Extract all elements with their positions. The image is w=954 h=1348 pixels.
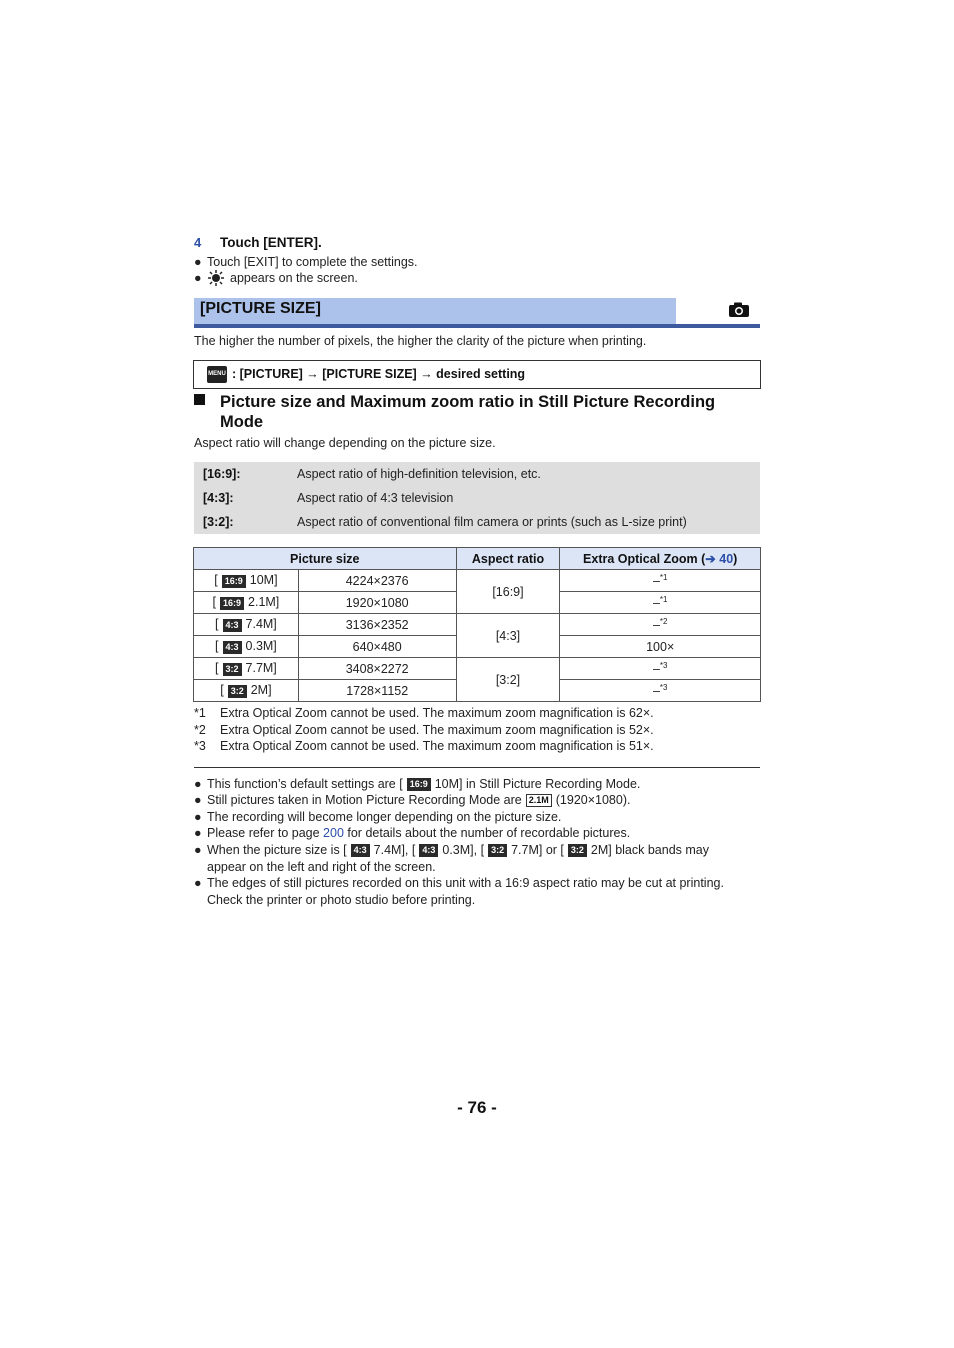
aspect-desc: Aspect ratio of high-definition television, etc. <box>297 467 541 481</box>
header-picture-size: Picture size <box>194 548 457 570</box>
notes-divider <box>194 767 760 768</box>
zoom-value: – <box>652 684 660 699</box>
list-item: ● appears on the screen. <box>194 270 594 288</box>
note-text: appear on the left and right of the screen. <box>207 860 436 874</box>
footnote-key: *3 <box>194 739 206 753</box>
footnote-ref: *1 <box>659 572 668 582</box>
footnote-key: *2 <box>194 723 206 737</box>
aspect-badge: 3:2 <box>568 844 587 857</box>
note-text <box>207 825 630 841</box>
note-part: 10M] in Still Picture Recording Mode. <box>434 777 641 791</box>
footnote-ref: *3 <box>659 682 668 692</box>
ratio-cell: [3:2] <box>456 658 560 702</box>
note-part: for details about the number of recordable pictures. <box>343 826 631 840</box>
zoom-cell <box>560 614 761 636</box>
size-cell: [ 4:3 0.3M] <box>194 636 299 658</box>
header-aspect-ratio: Aspect ratio <box>456 548 560 570</box>
footnote-ref: *1 <box>659 594 668 604</box>
zoom-value: – <box>652 574 660 589</box>
pixels-cell: 640×480 <box>298 636 456 658</box>
header-zoom-text: Extra Optical Zoom ( <box>583 552 706 566</box>
arrow-link-icon[interactable]: ➔ <box>705 552 716 566</box>
note-part: 2M] black bands may <box>590 843 709 857</box>
pixels-cell: 3136×2352 <box>298 614 456 636</box>
aspect-badge: 4:3 <box>223 641 242 654</box>
zoom-value: – <box>652 662 660 677</box>
note-part: This function’s default settings are [ <box>207 777 403 791</box>
aspect-badge: 3:2 <box>223 663 242 676</box>
note-text <box>207 792 630 808</box>
note-text: Check the printer or photo studio before printing. <box>207 893 476 907</box>
subheading: Picture size and Maximum zoom ratio in Still Picture Recording Mode <box>220 393 716 431</box>
header-zoom-close: ) <box>733 552 738 566</box>
aspect-key: [16:9]: <box>203 467 241 481</box>
footnote-key: *1 <box>194 706 206 720</box>
step-number: 4 <box>194 235 202 250</box>
picture-size-table <box>193 547 761 702</box>
size-cell: [ 16:9 2.1M] <box>194 592 299 614</box>
note-text <box>207 776 640 792</box>
zoom-value: – <box>652 618 660 633</box>
footnote <box>194 706 754 722</box>
bullet-text: appears on the screen. <box>230 271 358 285</box>
list-item: ● When the picture size is [ 4:3 7.4M], [ 4:3 0.3M], [ 3:2 7.7M] or [ 3:2 2M] black bands may appear on the left and right of the screen. <box>194 843 709 874</box>
footnote-ref: *2 <box>659 616 668 626</box>
aspect-badge: 16:9 <box>220 597 244 610</box>
aspect-badge: 4:3 <box>419 844 438 857</box>
note-part: When the picture size is [ <box>207 843 347 857</box>
size-label: 10M] <box>249 573 278 588</box>
aspect-key: [3:2]: <box>203 515 234 529</box>
list-item: ● The recording will become longer depending on the picture size. <box>194 810 562 824</box>
aspect-badge: 4:3 <box>223 619 242 632</box>
size-badge: 2.1M <box>526 794 552 807</box>
footnote-ref: *3 <box>659 660 668 670</box>
zoom-cell <box>560 658 761 680</box>
aspect-badge: 16:9 <box>222 575 246 588</box>
zoom-cell <box>560 592 761 614</box>
aspect-badge: 3:2 <box>228 685 247 698</box>
heading-square-icon <box>194 394 205 405</box>
list-item: ● Touch [EXIT] to complete the settings. <box>194 255 418 269</box>
page-link[interactable]: 40 <box>719 552 734 566</box>
header-extra-zoom <box>560 548 761 570</box>
footnote-text: Extra Optical Zoom cannot be used. The maximum zoom magnification is 62×. <box>220 706 654 720</box>
size-label: 0.3M] <box>245 639 277 654</box>
pixels-cell: 1920×1080 <box>298 592 456 614</box>
zoom-cell <box>560 636 761 658</box>
section-title: [PICTURE SIZE] <box>200 300 321 317</box>
pixels-cell: 1728×1152 <box>298 680 456 702</box>
size-cell: [ 16:9 10M] <box>194 570 299 592</box>
brightness-icon <box>207 270 225 290</box>
aspect-desc: Aspect ratio of 4:3 television <box>297 491 454 505</box>
zoom-cell <box>560 680 761 702</box>
table-header-row <box>194 548 761 570</box>
size-cell: [ 4:3 7.4M] <box>194 614 299 636</box>
note-part: 0.3M], [ <box>442 843 485 857</box>
footnote <box>194 723 754 739</box>
note-text: The recording will become longer depending on the picture size. <box>207 810 562 824</box>
footnote <box>194 739 754 755</box>
aspect-badge: 3:2 <box>488 844 507 857</box>
table-row <box>194 658 761 680</box>
aspect-badge: 4:3 <box>351 844 370 857</box>
table-row <box>194 614 761 636</box>
zoom-value: 100× <box>646 640 675 655</box>
menu-icon: MENU <box>207 366 227 383</box>
section-divider <box>194 324 760 328</box>
pixels-cell: 4224×2376 <box>298 570 456 592</box>
size-cell: [ 3:2 2M] <box>194 680 299 702</box>
ratio-cell: [4:3] <box>456 614 560 658</box>
note-part: 7.7M] or [ <box>511 843 564 857</box>
list-item: ● This function’s default settings are [ 16:9 10M] in Still Picture Recording Mode. <box>194 777 641 791</box>
footnote-text: Extra Optical Zoom cannot be used. The maximum zoom magnification is 52×. <box>220 723 654 737</box>
size-label: 7.4M] <box>245 617 277 632</box>
note-part: Still pictures taken in Motion Picture Recording Mode are <box>207 793 522 807</box>
camera-icon <box>728 302 750 318</box>
zoom-cell <box>560 570 761 592</box>
size-label: 7.7M] <box>245 661 277 676</box>
table-row <box>194 570 761 592</box>
ratio-cell: [16:9] <box>456 570 560 614</box>
list-item: ● The edges of still pictures recorded on this unit with a 16:9 aspect ratio may be cut at printing. Check the printer or photo studio before printing. <box>194 876 724 907</box>
menu-path-text: : [PICTURE] → [PICTURE SIZE] → desired setting <box>232 367 526 381</box>
note-part: Please refer to page <box>207 826 324 840</box>
bullet-text: Touch [EXIT] to complete the settings. <box>207 255 418 269</box>
aspect-desc: Aspect ratio of conventional film camera or prints (such as L-size print) <box>297 515 687 529</box>
pixels-cell: 3408×2272 <box>298 658 456 680</box>
list-item: ● Still pictures taken in Motion Picture Recording Mode are 2.1M (1920×1080). <box>194 793 631 807</box>
menu-path-box <box>193 360 761 389</box>
aspect-key: [4:3]: <box>203 491 234 505</box>
page-number: - 76 - <box>457 1098 497 1117</box>
note-part: 7.4M], [ <box>373 843 416 857</box>
size-label: 2.1M] <box>248 595 280 610</box>
aspect-definitions <box>194 462 760 534</box>
page-link[interactable]: 200 <box>323 826 344 840</box>
note-text: The edges of still pictures recorded on this unit with a 16:9 aspect ratio may be cut at printing. <box>207 876 724 890</box>
size-cell: [ 3:2 7.7M] <box>194 658 299 680</box>
aspect-note: Aspect ratio will change depending on the picture size. <box>194 436 496 450</box>
size-label: 2M] <box>250 683 272 698</box>
zoom-value: – <box>652 596 660 611</box>
footnote-text: Extra Optical Zoom cannot be used. The maximum zoom magnification is 51×. <box>220 739 654 753</box>
list-item: ● Please refer to page 200 for details about the number of recordable pictures. <box>194 826 631 840</box>
note-text <box>207 842 709 858</box>
note-part: (1920×1080). <box>555 793 631 807</box>
step-title: Touch [ENTER]. <box>220 235 322 250</box>
aspect-badge: 16:9 <box>407 778 431 791</box>
intro-text: The higher the number of pixels, the higher the clarity of the picture when printing. <box>194 334 647 348</box>
